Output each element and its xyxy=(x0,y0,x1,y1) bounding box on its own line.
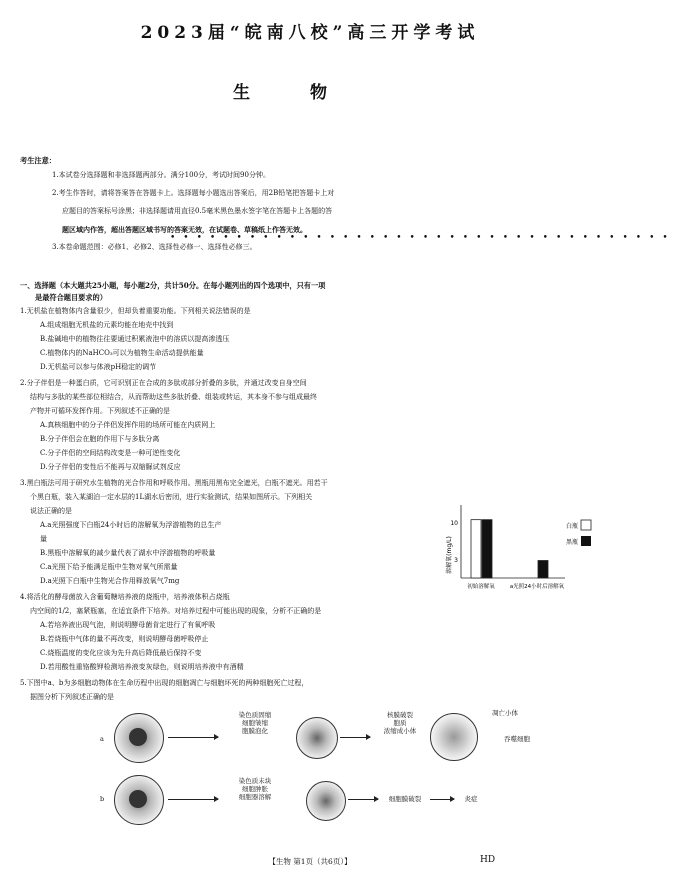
nucleus-a xyxy=(129,728,147,746)
phagocyte-label: 吞噬细胞 xyxy=(504,735,530,743)
q2-option-a: A.真核细胞中的分子伴侣发挥作用的场所可能在内质网上 xyxy=(40,421,216,429)
notice-item-2c: 题区域内作答，超出答题区域书写的答案无效，在试题卷、草稿纸上作答无效。 xyxy=(62,225,307,234)
step-a1: 染色质固缩 细胞皱缩 胞膜泡化 xyxy=(238,711,272,735)
legend-white-swatch xyxy=(581,520,591,530)
swollen-cell-b xyxy=(306,781,346,821)
bar-白瓶-0 xyxy=(471,520,481,578)
q1-option-d: D.无机盐可以参与体液pH稳定的调节 xyxy=(40,363,157,371)
emphasis-dots: •••••••••••••••••••••••••••••••••••••• xyxy=(170,233,676,243)
q4-option-d: D.若用酸性重铬酸钾检测培养液变灰绿色，则说明培养液中有酒精 xyxy=(40,663,244,671)
subject-title: 生物 xyxy=(233,83,387,103)
q2-option-b: B.分子伴侣会在胞的作用下与多肽分离 xyxy=(40,435,160,443)
phagocyte-cell xyxy=(430,713,478,761)
question-2-stem: 2.分子伴侣是一种蛋白质，它可识别正在合成的多肽或部分折叠的多肽，并通过改变自身空间 xyxy=(20,379,307,387)
apoptotic-body-label: 凋亡小体 xyxy=(492,709,518,717)
notice-item-2: 2.考生作答时，请将答案答在答题卡上。选择题每小题选出答案后，用2B铅笔把答题卡上对 xyxy=(52,189,335,197)
arrow-b3 xyxy=(430,799,454,800)
y-tick-3: 3 xyxy=(454,557,458,564)
footer-code: HD xyxy=(480,855,496,865)
q4-option-a: A.若培养液出现气泡，则说明酵母菌肯定进行了有氧呼吸 xyxy=(40,621,216,629)
question-3-stem-3: 说法正确的是 xyxy=(30,507,72,515)
q2-option-d: D.分子伴侣的变性后不能再与双缩脲试剂反应 xyxy=(40,463,181,471)
chart-ylabel: 溶解氧(mg/L) xyxy=(446,536,453,574)
cell-death-figure xyxy=(100,707,590,835)
q3-option-b: B.黑瓶中溶解氧的减少量代表了湖水中浮游植物的呼吸量 xyxy=(40,549,216,557)
q4-option-b: B.若烧瓶中气体的量不再改变，则说明酵母菌呼吸停止 xyxy=(40,635,209,643)
page-footer: 【生物 第1页（共6页）】 xyxy=(268,857,352,866)
notice-item-3: 3.本卷命题范围：必修1、必修2、选择性必修一、选择性必修三。 xyxy=(52,243,257,251)
q1-option-a: A.组成细胞无机盐的元素均能在地壳中找到 xyxy=(40,321,174,329)
q4-option-c: C.烧瓶温度的变化应该为先升高后降低最后保持不变 xyxy=(40,649,202,657)
question-2-stem-2: 结构与多肽的某些部位相结合，从而帮助这些多肽折叠、组装或转运，其本身不参与组成最终 xyxy=(30,393,317,401)
figure-label-a: a xyxy=(100,735,104,743)
arrow-a2 xyxy=(340,737,370,738)
q1-option-b: B.盐碱地中的植物往往要通过积累液泡中的溶质以提高渗透压 xyxy=(40,335,230,343)
step-a2: 核膜破裂 胞质 浓缩成小体 xyxy=(383,711,417,735)
exam-title: 2023届“皖南八校”高三开学考试 xyxy=(140,23,480,43)
question-5-stem-2: 据图分析下列叙述正确的是 xyxy=(30,693,114,701)
q3-option-c: C.a光照下给予能满足瓶中生物对氧气所需量 xyxy=(40,563,178,571)
question-1-stem: 1.无机盐在植物体内含量很少，但却负着重要功能。下列相关说法错误的是 xyxy=(20,307,251,315)
notice-item-2b: 应题目的答案标号涂黑；非选择题请用直径0.5毫米黑色墨水签字笔在答题卡上各题的答 xyxy=(62,207,333,215)
legend-black-label: 黑瓶 xyxy=(565,539,578,546)
arrow-a1 xyxy=(168,737,218,738)
notice-item-1: 1.本试卷分选择题和非选择题两部分。满分100分，考试时间90分钟。 xyxy=(52,171,270,179)
x-category-1: 初始溶解氧 xyxy=(467,584,495,590)
nucleus-b xyxy=(129,790,147,808)
legend-black-swatch xyxy=(581,536,591,546)
figure-label-b: b xyxy=(100,795,105,803)
notice-heading: 考生注意： xyxy=(20,156,56,165)
question-4-stem: 4.将活化的酵母菌放入含葡萄糖培养液的烧瓶中，培养液体积占烧瓶 xyxy=(20,593,230,601)
question-5-stem: 5.下图中a、b为多细胞动物体在生命历程中出现的细胞凋亡与细胞坏死的两种细胞死亡过程， xyxy=(20,679,309,687)
bar-黑瓶-1 xyxy=(538,561,548,579)
q2-option-c: C.分子伴侣的空间结构改变是一种可逆性变化 xyxy=(40,449,181,457)
q3-option-d: D.a光照下白瓶中生物光合作用释放氧气7mg xyxy=(40,577,180,585)
y-tick-10: 10 xyxy=(450,520,458,527)
question-3-stem: 3.黑白瓶法可用于研究水生植物的光合作用和呼吸作用。黑瓶用黑布完全遮光，白瓶不遮光。用若干 xyxy=(20,479,328,487)
arrow-b2 xyxy=(348,799,378,800)
q3-option-a-cont: 量 xyxy=(40,535,47,543)
question-4-stem-2: 内空间的1/2，塞紧瓶塞，在适宜条件下培养。对培养过程中可能出现的现象，分析不正确的是 xyxy=(30,607,322,615)
step-b1: 染色质未块 细胞肿胀 细胞器溶解 xyxy=(238,777,272,801)
section-heading: 一、选择题（本大题共25小题，每小题2分，共计50分。在每小题列出的四个选项中，只有一项 xyxy=(20,281,326,290)
shrunk-cell-a xyxy=(296,717,338,759)
question-2-stem-3: 产物并可循环发挥作用。下列叙述不正确的是 xyxy=(30,407,170,415)
section-heading-2: 是最符合题目要求的） xyxy=(35,293,107,302)
step-b2: 细胞膜破裂 xyxy=(388,795,422,803)
legend-white-label: 白瓶 xyxy=(565,523,578,530)
x-category-2: a光照24小时后溶解氧 xyxy=(509,584,565,590)
q3-option-a: A.a光照强度下白瓶24小时后的溶解氧为浮游植物的总生产 xyxy=(40,521,222,529)
bar-黑瓶-0 xyxy=(482,520,492,578)
arrow-b1 xyxy=(168,799,218,800)
dissolved-oxygen-chart xyxy=(445,500,593,604)
question-3-stem-2: 个黑白瓶，装入某湖泊一定水层的1L湖水后密闭，进行实验测试，结果如图所示。下列相关 xyxy=(30,493,313,501)
step-b3: 炎症 xyxy=(464,795,478,803)
q1-option-c: C.植物体内的NaHCO₃可以为植物生命活动提供能量 xyxy=(40,349,204,357)
